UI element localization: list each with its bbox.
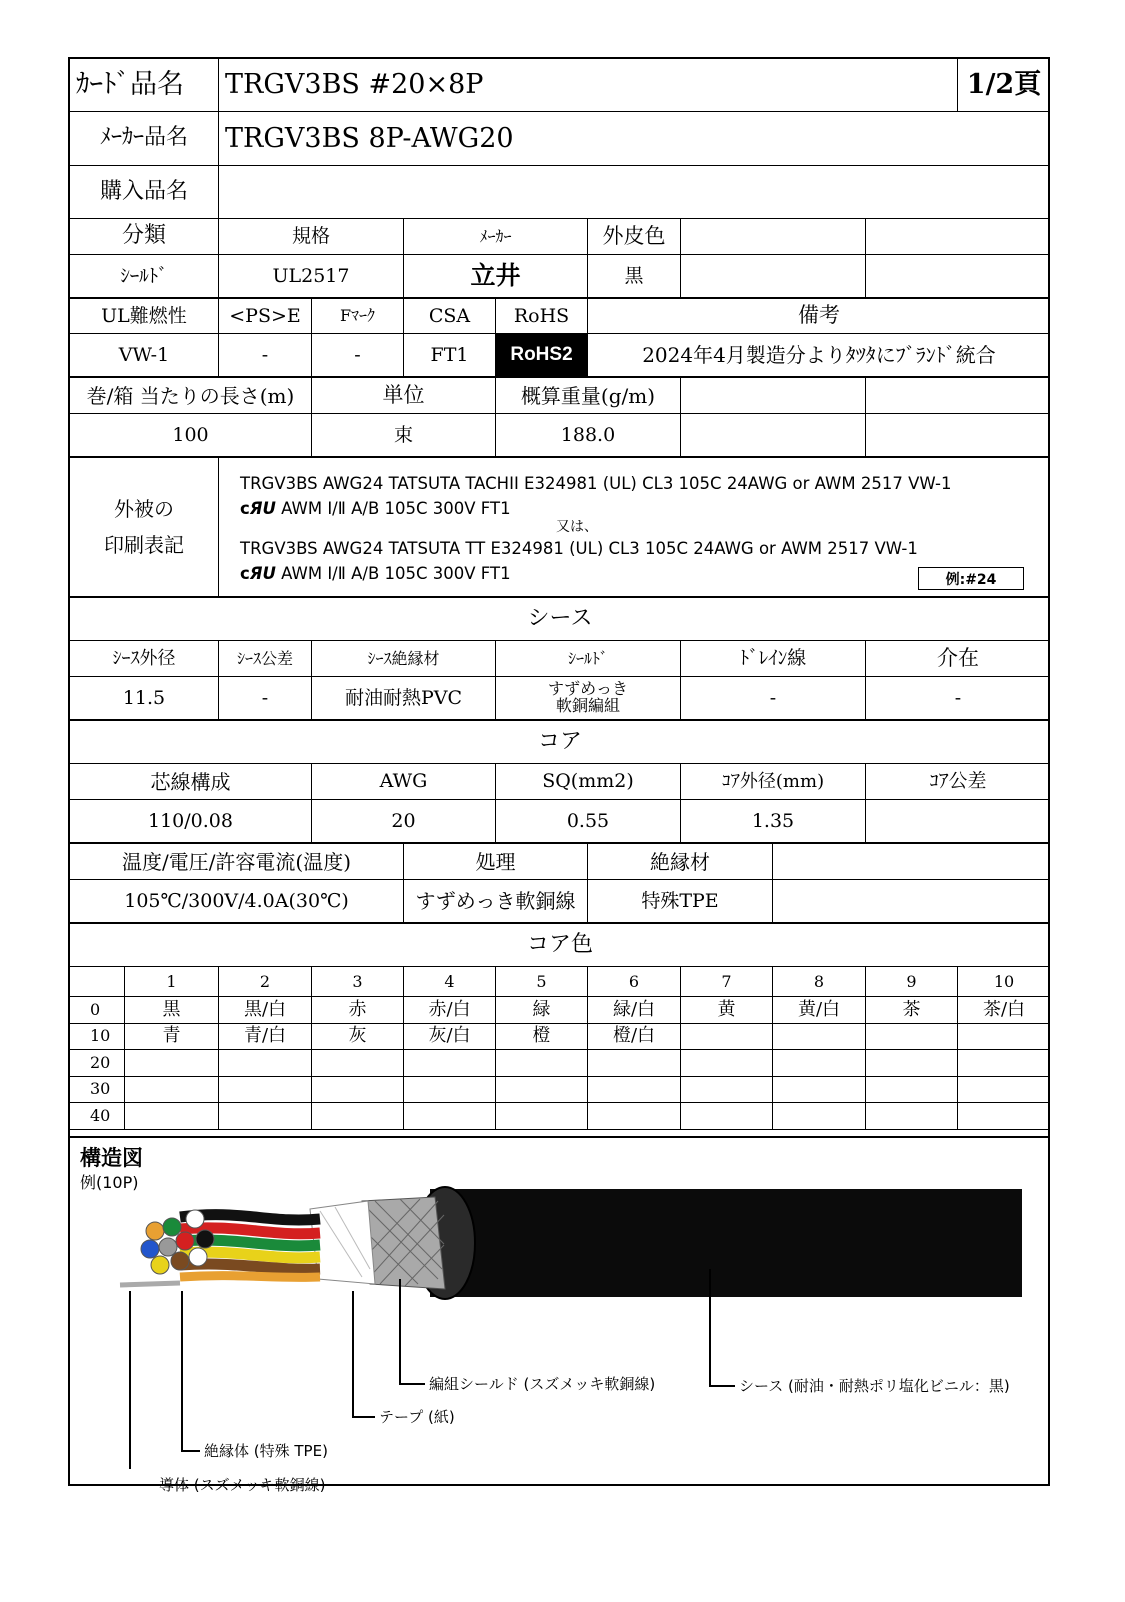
temperature-value: 105℃/300V/4.0A(30℃) xyxy=(70,880,404,923)
printing-line-2-text: AWM Ⅰ/Ⅱ A/B 105C 300V FT1 xyxy=(275,499,511,518)
core-color-cell xyxy=(404,1077,496,1104)
core-color-cell: 青 xyxy=(125,1024,219,1051)
label-paper-tape: テープ (紙) xyxy=(379,1408,455,1426)
ul-logo-icon: ЯU xyxy=(249,564,276,583)
printing-line-4 xyxy=(240,564,511,583)
length-header: 巻/箱 当たりの長さ(m) xyxy=(70,378,312,414)
core-color-cell xyxy=(588,1050,681,1077)
core-insulation-value: 特殊TPE xyxy=(588,880,773,923)
core-color-cell xyxy=(958,1103,1050,1130)
core-color-cell xyxy=(773,1024,866,1051)
color-row-label: 40 xyxy=(70,1103,125,1130)
color-column-header: 4 xyxy=(404,967,496,997)
drain-header: ﾄﾞﾚｲﾝ線 xyxy=(681,641,866,677)
label-insulation: 絶縁体 (特殊 TPE) xyxy=(204,1442,328,1460)
sheath-od-header: ｼｰｽ外径 xyxy=(70,641,219,677)
printing-line-1: TRGV3BS AWG24 TATSUTA TACHII E324981 (UL) CL3 105C 24AWG or AWM 2517 VW-1 xyxy=(240,474,952,493)
core-color-cell xyxy=(312,1103,404,1130)
awg-header: AWG xyxy=(312,764,496,800)
core-color-cell xyxy=(125,1103,219,1130)
core-color-cell: 黄 xyxy=(681,997,773,1024)
sheath-insulation-value: 耐油耐熱PVC xyxy=(312,677,496,720)
empty-cell xyxy=(866,414,1050,457)
core-color-cell xyxy=(404,1103,496,1130)
shield-value-line2: 軟銅編組 xyxy=(555,696,620,715)
empty-cell xyxy=(681,219,866,255)
core-color-cell xyxy=(219,1050,312,1077)
core-color-cell xyxy=(125,1077,219,1104)
card-name-value: TRGV3BS #20×8P xyxy=(219,59,958,112)
ul-header: UL難燃性 xyxy=(70,299,219,334)
color-column-header: 6 xyxy=(588,967,681,997)
label-sheath: シース (耐油・耐熱ポリ塩化ビニル：黒) xyxy=(739,1377,1010,1395)
empty-cell xyxy=(681,378,866,414)
core-color-cell xyxy=(312,1050,404,1077)
empty-cell xyxy=(866,378,1050,414)
shield-value xyxy=(496,677,681,720)
leader-lines xyxy=(130,1269,735,1469)
core-color-cell: 灰/白 xyxy=(404,1024,496,1051)
core-color-cell: 緑 xyxy=(496,997,588,1024)
empty-cell xyxy=(681,414,866,457)
core-color-cell: 赤 xyxy=(312,997,404,1024)
weight-value: 188.0 xyxy=(496,414,681,457)
structure-example: 例(10P) xyxy=(80,1173,139,1192)
core-color-cell xyxy=(219,1077,312,1104)
category-value: ｼｰﾙﾄﾞ xyxy=(70,255,219,298)
empty-cell xyxy=(773,844,1050,880)
core-color-cell xyxy=(958,1024,1050,1051)
core-color-cell xyxy=(125,1050,219,1077)
color-column-header: 9 xyxy=(866,967,958,997)
color-column-header: 8 xyxy=(773,967,866,997)
core-color-cell xyxy=(773,1077,866,1104)
shield-header: ｼｰﾙﾄﾞ xyxy=(496,641,681,677)
empty-cell xyxy=(681,255,866,298)
core-insulation-header: 絶縁材 xyxy=(588,844,773,880)
shield-value-line1: すずめっき xyxy=(547,679,628,699)
core-color-cell xyxy=(588,1077,681,1104)
note-value: 2024年4月製造分よりﾀﾂﾀにﾌﾞﾗﾝﾄﾞ統合 xyxy=(588,334,1050,377)
core-color-cell xyxy=(866,1024,958,1051)
color-row-label: 0 xyxy=(70,997,125,1024)
core-color-cell xyxy=(312,1077,404,1104)
color-column-header: 10 xyxy=(958,967,1050,997)
example-label: 例:#24 xyxy=(918,567,1024,590)
core-color-cell xyxy=(773,1103,866,1130)
treatment-header: 処理 xyxy=(404,844,588,880)
core-section-title: コア xyxy=(70,721,1050,764)
color-row-label: 20 xyxy=(70,1050,125,1077)
core-color-cell xyxy=(496,1050,588,1077)
empty-cell xyxy=(866,255,1050,298)
filler-value: - xyxy=(866,677,1050,720)
label-conductor: 導体 (スズメッキ軟銅線) xyxy=(159,1476,326,1494)
printing-label xyxy=(70,458,219,597)
strand-header: 芯線構成 xyxy=(70,764,312,800)
core-conductors xyxy=(120,1210,320,1285)
awg-value: 20 xyxy=(312,800,496,843)
purchase-name-label: 購入品名 xyxy=(70,166,219,219)
label-braid-shield: 編組シールド (スズメッキ軟銅線) xyxy=(429,1375,656,1393)
core-color-cell xyxy=(866,1103,958,1130)
core-color-cell xyxy=(681,1077,773,1104)
filler-header: 介在 xyxy=(866,641,1050,677)
core-color-cell: 黒 xyxy=(125,997,219,1024)
temperature-header: 温度/電圧/許容電流(温度) xyxy=(70,844,404,880)
maker-name-value: TRGV3BS 8P-AWG20 xyxy=(219,112,1050,166)
core-color-cell: 橙/白 xyxy=(588,1024,681,1051)
empty-cell xyxy=(773,880,1050,923)
unit-value: 束 xyxy=(312,414,496,457)
cable-structure-diagram xyxy=(100,1179,1030,1469)
core-color-cell: 茶/白 xyxy=(958,997,1050,1024)
purchase-name-value xyxy=(219,166,1050,219)
sheath-section-title: シース xyxy=(70,598,1050,641)
core-color-cell: 赤/白 xyxy=(404,997,496,1024)
core-color-cell xyxy=(958,1077,1050,1104)
core-od-header: ｺｱ外径(mm) xyxy=(681,764,866,800)
card-name-label: ｶｰﾄﾞ品名 xyxy=(70,59,219,112)
color-column-header: 3 xyxy=(312,967,404,997)
drain-value: - xyxy=(681,677,866,720)
maker-header: ﾒｰｶｰ xyxy=(404,219,588,255)
core-color-cell xyxy=(588,1103,681,1130)
f-mark-value: - xyxy=(312,334,404,377)
f-mark-header: Fﾏｰｸ xyxy=(312,299,404,334)
unit-header: 単位 xyxy=(312,378,496,414)
color-column-header: 5 xyxy=(496,967,588,997)
csa-value: FT1 xyxy=(404,334,496,377)
core-color-cell: 黄/白 xyxy=(773,997,866,1024)
color-column-header: 7 xyxy=(681,967,773,997)
treatment-value: すずめっき軟銅線 xyxy=(404,880,588,923)
empty-cell xyxy=(866,219,1050,255)
core-tolerance-header: ｺｱ公差 xyxy=(866,764,1050,800)
printing-label-line1: 外被の xyxy=(114,497,174,521)
sheath-tolerance-header: ｼｰｽ公差 xyxy=(219,641,312,677)
strand-value: 110/0.08 xyxy=(70,800,312,843)
printing-or-text: 又は、 xyxy=(556,519,598,535)
core-color-cell xyxy=(681,1050,773,1077)
sheath-tolerance-value: - xyxy=(219,677,312,720)
core-color-cell: 緑/白 xyxy=(588,997,681,1024)
core-color-cell: 茶 xyxy=(866,997,958,1024)
core-color-cell: 黒/白 xyxy=(219,997,312,1024)
core-color-cell: 橙 xyxy=(496,1024,588,1051)
core-color-cell xyxy=(681,1103,773,1130)
weight-header: 概算重量(g/m) xyxy=(496,378,681,414)
category-header: 分類 xyxy=(70,219,219,255)
ul-value: VW-1 xyxy=(70,334,219,377)
rohs-header: RoHS xyxy=(496,299,588,334)
ps-value: - xyxy=(219,334,312,377)
sq-header: SQ(mm2) xyxy=(496,764,681,800)
spec-sheet xyxy=(68,57,1050,1494)
printing-line-2 xyxy=(240,499,511,518)
standard-header: 規格 xyxy=(219,219,404,255)
core-color-cell xyxy=(773,1050,866,1077)
sheath-od-value: 11.5 xyxy=(70,677,219,720)
maker-name-label: ﾒｰｶｰ品名 xyxy=(70,112,219,166)
core-color-section-title: コア色 xyxy=(70,924,1050,967)
core-color-cell xyxy=(866,1077,958,1104)
ps-header: <PS>E xyxy=(219,299,312,334)
csa-header: CSA xyxy=(404,299,496,334)
note-header: 備考 xyxy=(588,299,1050,334)
color-grid-corner xyxy=(70,967,125,997)
printing-line-4-text: AWM Ⅰ/Ⅱ A/B 105C 300V FT1 xyxy=(275,564,511,583)
page-number: 1/2頁 xyxy=(958,59,1050,112)
maker-value: 立井 xyxy=(404,255,588,298)
core-color-cell: 青/白 xyxy=(219,1024,312,1051)
printing-label-line2: 印刷表記 xyxy=(104,533,184,557)
core-color-cell xyxy=(681,1024,773,1051)
divider xyxy=(70,1136,1050,1138)
ul-logo-icon: ЯU xyxy=(249,499,276,518)
structure-title: 構造図 xyxy=(80,1146,143,1170)
standard-value: UL2517 xyxy=(219,255,404,298)
core-color-cell xyxy=(219,1103,312,1130)
color-column-header: 1 xyxy=(125,967,219,997)
core-color-cell xyxy=(866,1050,958,1077)
sheath-body xyxy=(430,1189,1022,1297)
core-color-cell xyxy=(958,1050,1050,1077)
core-color-cell xyxy=(404,1050,496,1077)
printing-line-3: TRGV3BS AWG24 TATSUTA TT E324981 (UL) CL3 105C 24AWG or AWM 2517 VW-1 xyxy=(240,539,918,558)
color-column-header: 2 xyxy=(219,967,312,997)
color-row-label: 30 xyxy=(70,1077,125,1104)
c-ul-mark: c xyxy=(240,564,250,583)
color-row-label: 10 xyxy=(70,1024,125,1051)
color-value: 黒 xyxy=(588,255,681,298)
sheath-insulation-header: ｼｰｽ絶縁材 xyxy=(312,641,496,677)
sq-value: 0.55 xyxy=(496,800,681,843)
color-header: 外皮色 xyxy=(588,219,681,255)
rohs-badge: RoHS2 xyxy=(496,334,588,377)
core-tolerance-value xyxy=(866,800,1050,843)
core-color-cell: 灰 xyxy=(312,1024,404,1051)
c-ul-mark: c xyxy=(240,499,250,518)
core-od-value: 1.35 xyxy=(681,800,866,843)
core-color-cell xyxy=(496,1077,588,1104)
core-color-cell xyxy=(496,1103,588,1130)
length-value: 100 xyxy=(70,414,312,457)
